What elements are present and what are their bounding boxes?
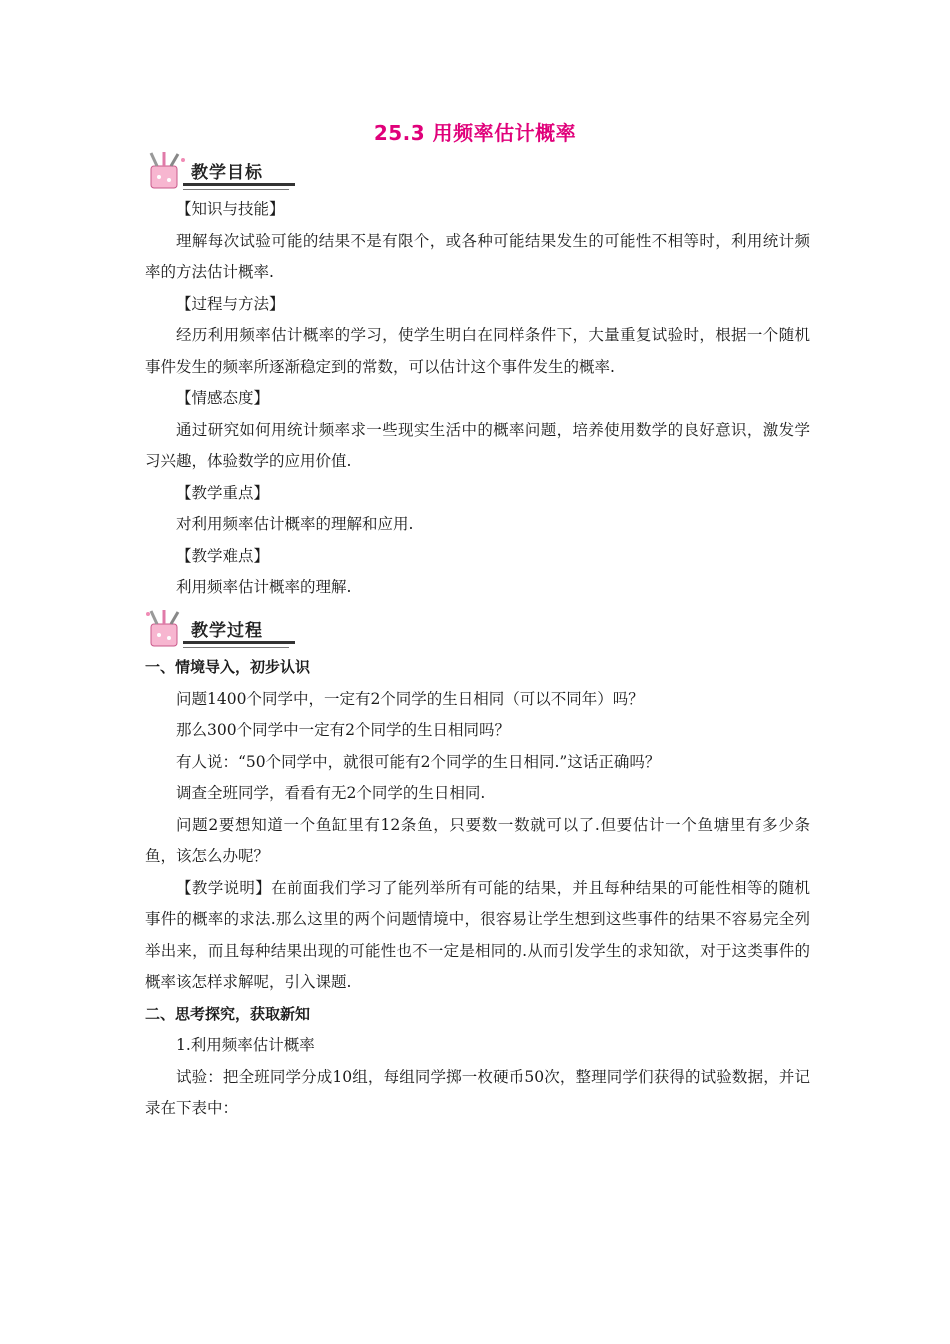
part-heading: 二、思考探究，获取新知 [145,1004,311,1023]
paragraph: 通过研究如何用统计频率求一些现实生活中的概率问题，培养使用数学的良好意识，激发学习兴趣，体验数学的应用价值. [145,420,810,470]
section-heading: 教学过程 [191,621,263,641]
teaching-note: 【教学说明】在前面我们学习了能列举所有可能的结果，并且每种结果的可能性相等的随机事件的概率的求法.那么这里的两个问题情境中，很容易让学生想到这些事件的结果不容易完全列举出来，而且每种结果出现的可能性也不一定是相同的.从而引发学生的求知欲，对于这类事件的概率该怎样求解呢，引入课题. [145,878,810,991]
paragraph: 理解每次试验可能的结果不是有限个，或各种可能结果发生的可能性不相等时，利用统计频率的方法估计概率. [145,231,810,281]
objectives-content [145,194,810,604]
subheading-attitude: 【情感态度】 [176,389,270,407]
subheading-key-point: 【教学重点】 [176,483,270,502]
paragraph: 对利用频率估计概率的理解和应用. [176,515,414,533]
paragraph: 有人说：“50个同学中，就很可能有2个同学的生日相同.”这话正确吗？ [176,752,661,771]
section-banner-process [145,608,295,648]
subheading-knowledge: 【知识与技能】 [176,200,285,218]
paragraph: 问题1400个同学中，一定有2个同学的生日相同（可以不同年）吗？ [176,689,644,708]
part-heading: 一、情境导入，初步认识 [145,658,311,676]
paragraph: 试验：把全班同学分成10组，每组同学掷一枚硬币50次，整理同学们获得的试验数据，并记录在下表中： [145,1067,810,1117]
paragraph: 问题2要想知道一个鱼缸里有12条鱼，只要数一数就可以了.但要估计一个鱼塘里有多少条鱼，该怎么办呢？ [145,815,810,865]
section-banner-objectives [145,150,295,190]
page-title: 25.3 用频率估计概率 [373,121,577,145]
subheading-difficulty: 【教学难点】 [176,546,270,565]
process-content [145,652,810,1125]
paragraph: 调查全班同学，看看有无2个同学的生日相同. [176,784,486,802]
paragraph: 利用频率估计概率的理解. [176,578,352,596]
paragraph: 经历利用频率估计概率的学习，使学生明白在同样条件下，大量重复试验时，根据一个随机事件发生的频率所逐渐稳定到的常数，可以估计这个事件发生的概率. [145,326,810,376]
section-heading: 教学目标 [191,163,263,183]
paragraph: 那么300个同学中一定有2个同学的生日相同吗？ [176,721,510,739]
subheading-process: 【过程与方法】 [176,294,285,313]
paragraph: 1.利用频率估计概率 [176,1036,315,1054]
